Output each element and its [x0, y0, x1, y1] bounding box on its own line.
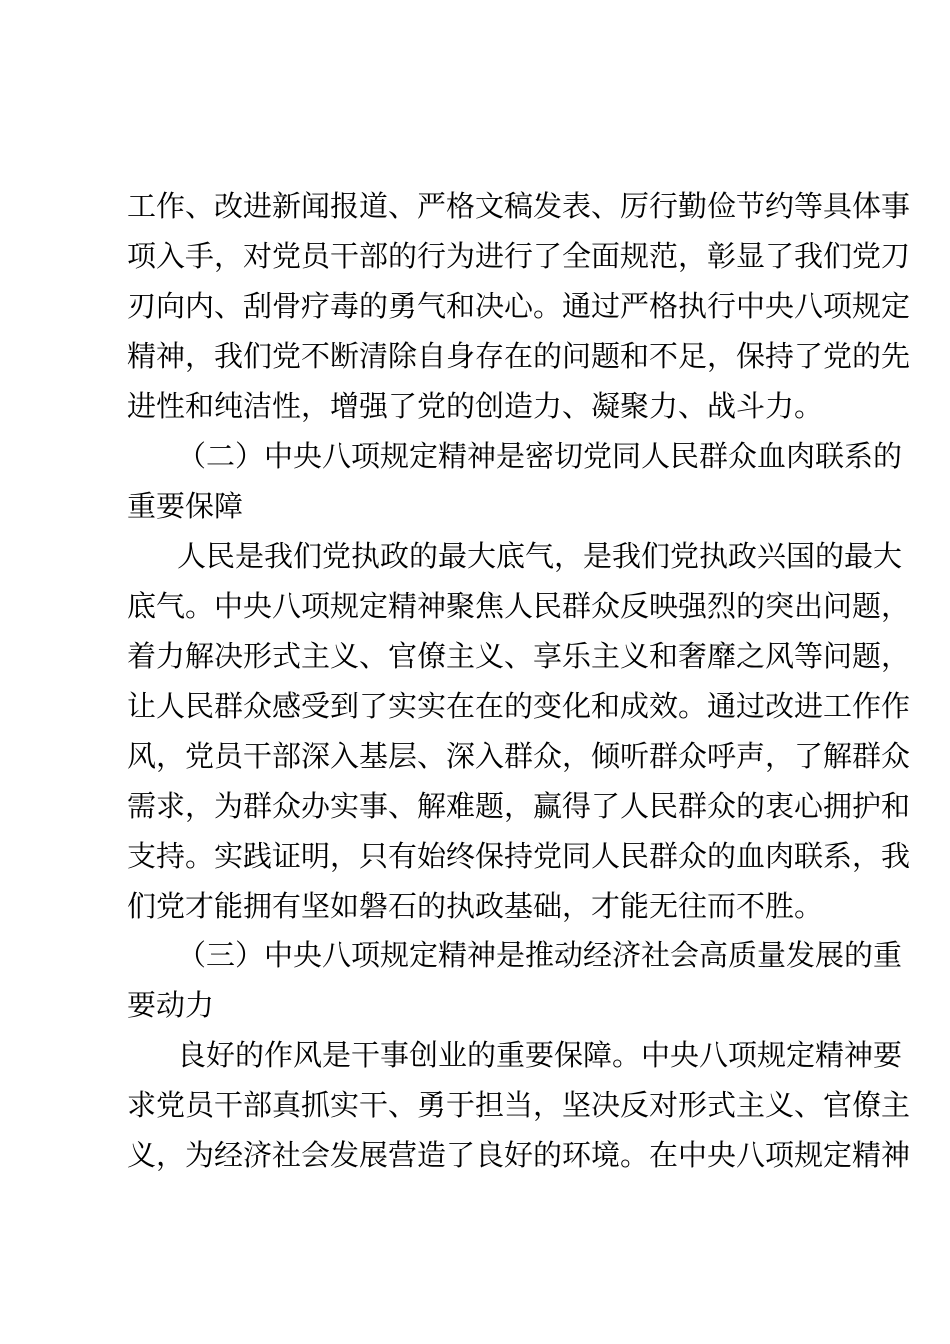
section-heading-2-cont: 重要保障 — [127, 489, 244, 523]
body-text-line: 人民是我们党执政的最大底气，是我们党执政兴国的最大 — [177, 539, 903, 573]
section-heading-3: （三）中央八项规定精神是推动经济社会高质量发展的重 — [177, 938, 903, 972]
body-text-line: 工作、改进新闻报道、严格文稿发表、厉行勤俭节约等具体事 — [127, 189, 911, 223]
body-text-line: 风，党员干部深入基层、深入群众，倾听群众呼声，了解群众 — [127, 739, 911, 773]
body-text-line: 义，为经济社会发展营造了良好的环境。在中央八项规定精神 — [127, 1138, 911, 1172]
body-text-line: 着力解决形式主义、官僚主义、享乐主义和奢靡之风等问题， — [127, 639, 911, 673]
body-text-line: 精神，我们党不断清除自身存在的问题和不足，保持了党的先 — [127, 339, 911, 373]
body-text-line: 项入手，对党员干部的行为进行了全面规范，彰显了我们党刀 — [127, 239, 911, 273]
body-text-line: 让人民群众感受到了实实在在的变化和成效。通过改进工作作 — [127, 689, 911, 723]
body-text-line: 支持。实践证明，只有始终保持党同人民群众的血肉联系，我 — [127, 839, 911, 873]
body-text-line: 们党才能拥有坚如磐石的执政基础，才能无往而不胜。 — [127, 889, 824, 923]
body-text-line: 进性和纯洁性，增强了党的创造力、凝聚力、战斗力。 — [127, 389, 824, 423]
body-text-line: 良好的作风是干事创业的重要保障。中央八项规定精神要 — [177, 1038, 903, 1072]
body-text-line: 求党员干部真抓实干、勇于担当，坚决反对形式主义、官僚主 — [127, 1088, 911, 1122]
body-text-line: 需求，为群众办实事、解难题，赢得了人民群众的衷心拥护和 — [127, 789, 911, 823]
section-heading-3-cont: 要动力 — [127, 988, 215, 1022]
section-heading-2: （二）中央八项规定精神是密切党同人民群众血肉联系的 — [177, 439, 903, 473]
body-text-line: 底气。中央八项规定精神聚焦人民群众反映强烈的突出问题， — [127, 589, 911, 623]
body-text-line: 刃向内、刮骨疗毒的勇气和决心。通过严格执行中央八项规定 — [127, 289, 911, 323]
